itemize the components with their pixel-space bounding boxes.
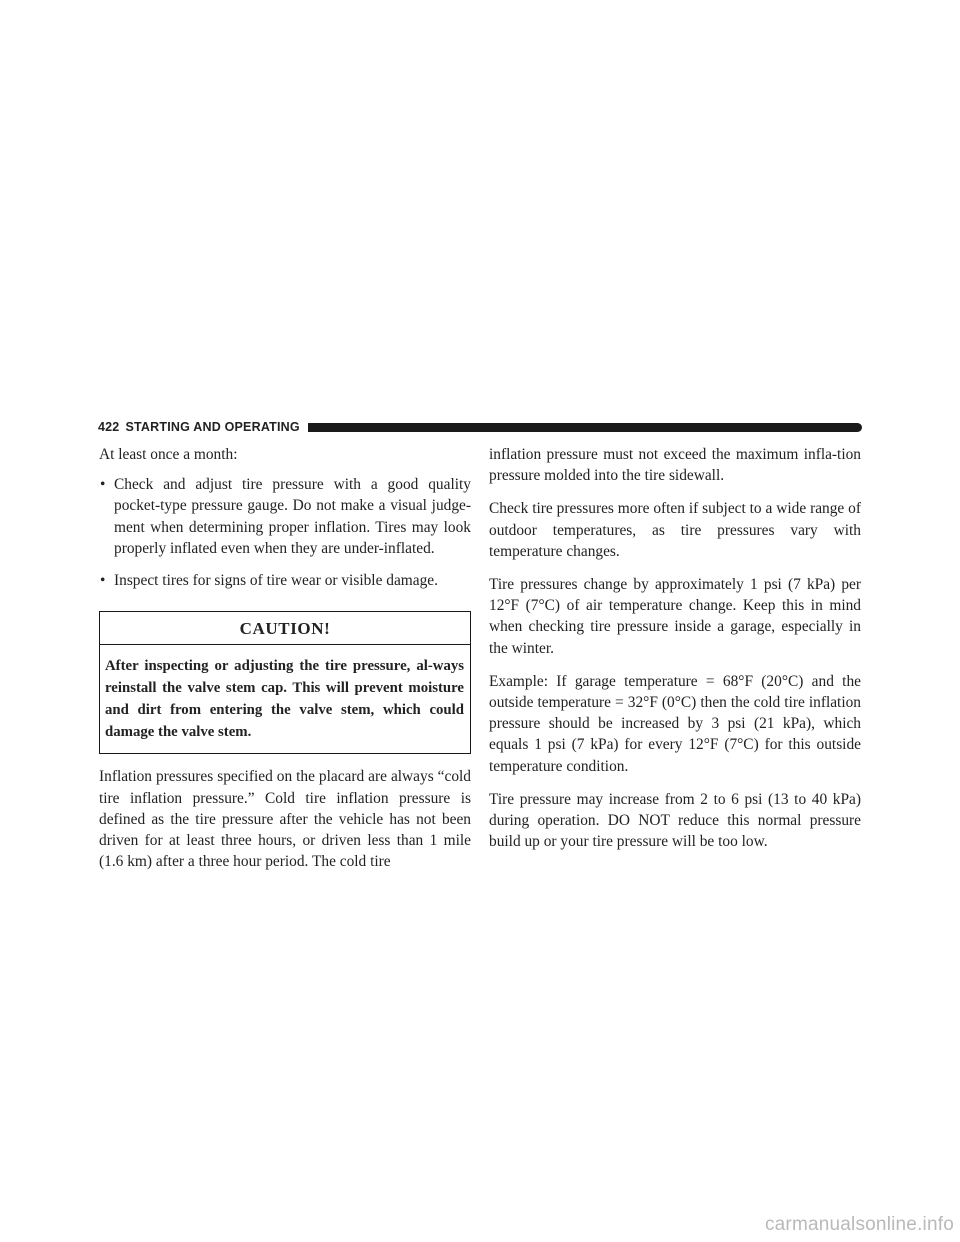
body-paragraph: Tire pressures change by approximately 1 psi (7 kPa) per 12°F (7°C) of air temperature change. Keep this in mind when checking tire pressure inside a garage, especially in the winter. xyxy=(489,576,861,657)
caution-title: CAUTION! xyxy=(100,612,470,645)
list-item xyxy=(99,570,471,591)
header-rule xyxy=(308,423,862,432)
section-title: STARTING AND OPERATING xyxy=(125,420,300,434)
body-paragraph: inflation pressure must not exceed the maximum infla-tion pressure molded into the tire sidewall. xyxy=(489,446,861,485)
watermark: carmanualsonline.info xyxy=(764,1214,954,1235)
list-item xyxy=(99,474,471,559)
right-column xyxy=(489,444,861,864)
bullet-icon: • xyxy=(100,476,106,494)
page-header xyxy=(98,419,862,435)
bullet-icon: • xyxy=(100,572,106,590)
left-column xyxy=(99,444,471,884)
bullet-list xyxy=(99,474,471,591)
body-paragraph: Example: If garage temperature = 68°F (20°C) and the outside temperature = 32°F (0°C) then the cold tire inflation pressure should be increased by 3 psi (21 kPa), which equals 1 psi (7 kPa) for every 12°F (7°C) for this outside temperature condition. xyxy=(489,672,861,775)
page-number: 422 xyxy=(98,420,120,434)
body-paragraph: Tire pressure may increase from 2 to 6 psi (13 to 40 kPa) during operation. DO NOT reduce this normal pressure build up or your tire pressure will be too low. xyxy=(489,790,861,851)
bullet-text: Check and adjust tire pressure with a good quality pocket-type pressure gauge. Do not make a visual judge-ment when determining proper inflation. Tires may look properly inflated even when they are under-inflated. xyxy=(114,476,471,557)
caution-box xyxy=(99,611,471,754)
body-paragraph: Check tire pressures more often if subject to a wide range of outdoor temperatures, as tire pressures vary with temperature changes. xyxy=(489,500,861,560)
caution-text: After inspecting or adjusting the tire pressure, al-ways reinstall the valve stem cap. This will prevent moisture and dirt from entering the valve stem, which could damage the valve stem. xyxy=(105,658,464,741)
bullet-text: Inspect tires for signs of tire wear or visible damage. xyxy=(114,572,438,590)
lead-text: At least once a month: xyxy=(99,446,238,463)
body-paragraph: Inflation pressures specified on the placard are always “cold tire inflation pressure.” Cold tire inflation pressure is defined as the tire pressure after the vehicle has not been driven for at least three hours, or driven less than 1 mile (1.6 km) after a three hour period. The cold tire xyxy=(99,768,471,871)
